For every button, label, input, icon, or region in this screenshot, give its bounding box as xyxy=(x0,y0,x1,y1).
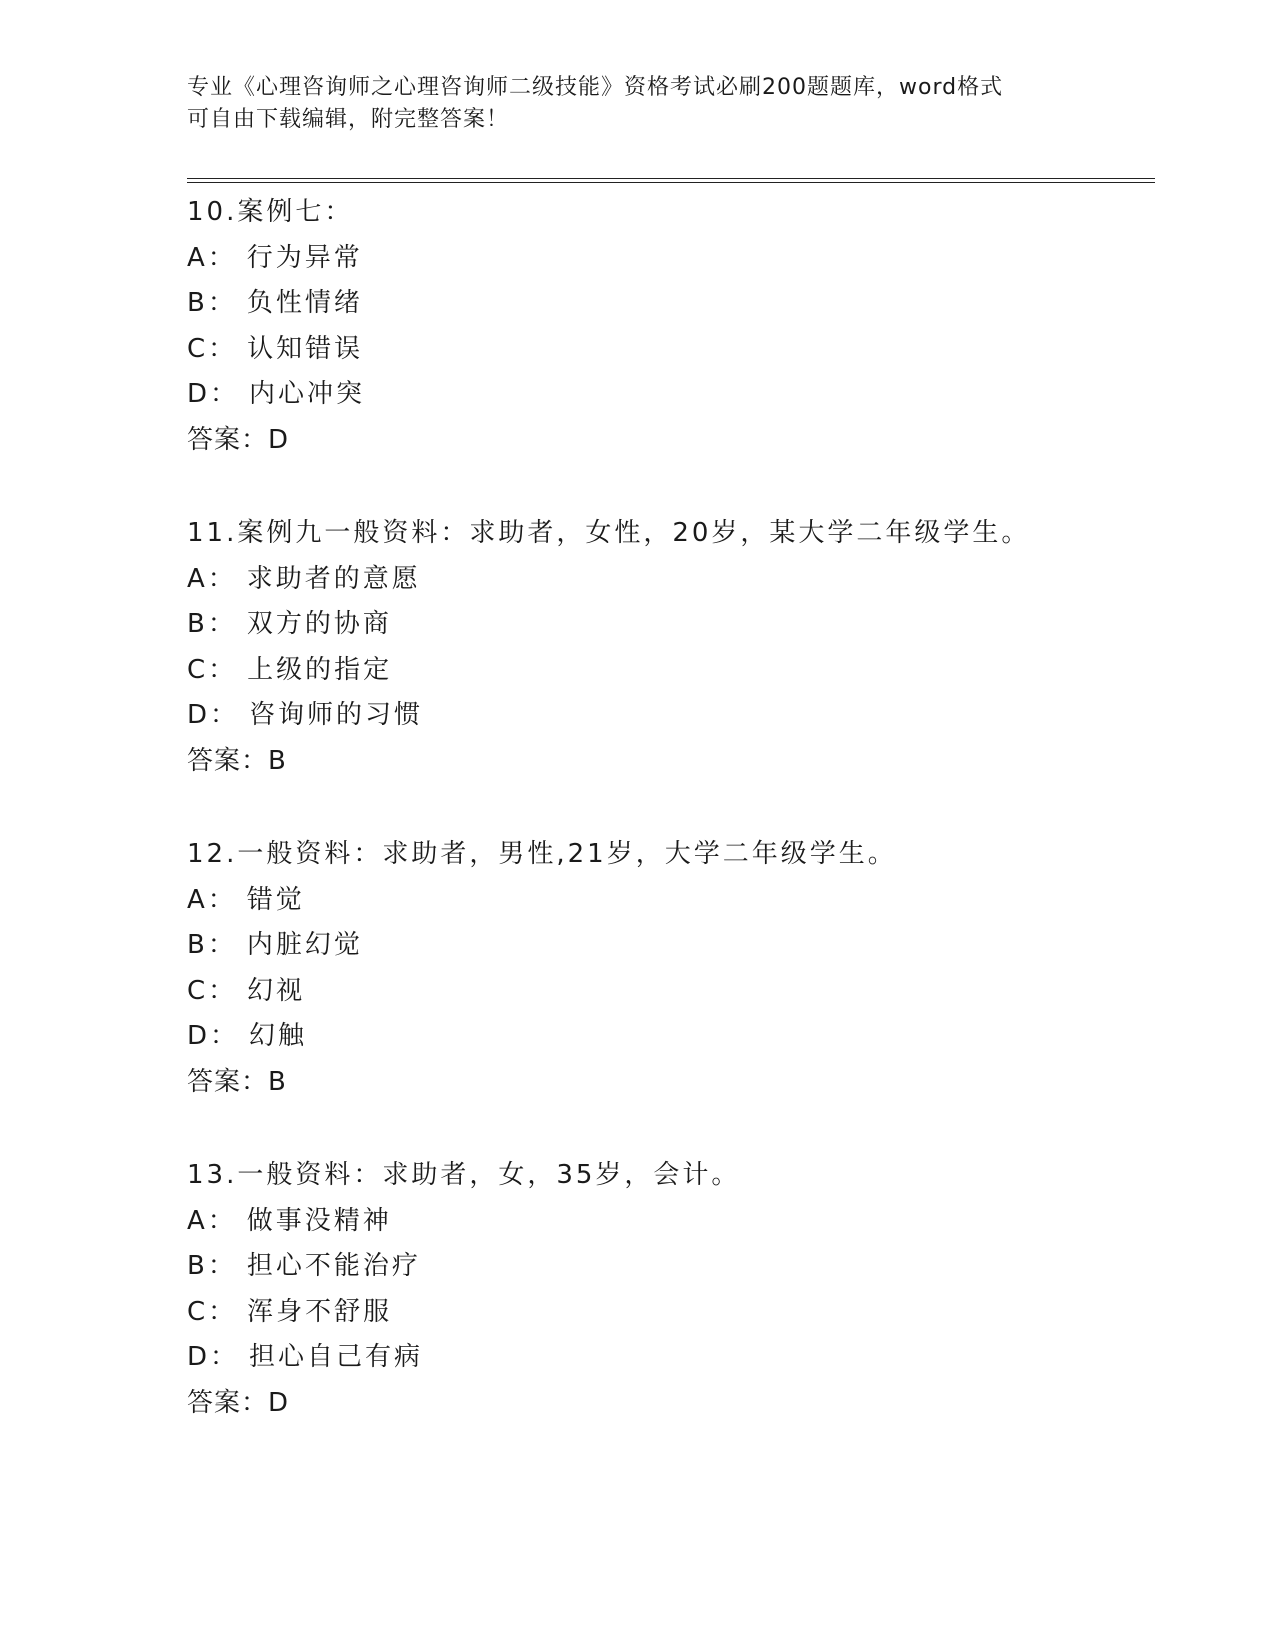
question-stem: 12.一般资料：求助者，男性,21岁，大学二年级学生。 xyxy=(187,839,897,869)
option-text: 咨询师的习惯 xyxy=(249,700,424,730)
option-text: 幻触 xyxy=(249,1021,308,1051)
option-key: A： xyxy=(187,242,237,273)
option-a xyxy=(187,1199,1155,1245)
option-b xyxy=(187,923,1155,969)
option-text: 认知错误 xyxy=(247,333,364,364)
option-text: 负性情绪 xyxy=(246,288,363,318)
option-key: A： xyxy=(187,884,237,915)
option-text: 幻视 xyxy=(247,975,306,1006)
header-line-1: 专业《心理咨询师之心理咨询师二级技能》资格考试必刷200题题库，word格式 xyxy=(187,75,1004,100)
header-line-2: 可自由下载编辑，附完整答案！ xyxy=(187,107,510,132)
option-text: 担心自己有病 xyxy=(249,1342,424,1372)
option-text: 求助者的意愿 xyxy=(246,563,421,594)
option-text: 行为异常 xyxy=(246,242,363,273)
option-key: A： xyxy=(187,563,237,594)
option-c xyxy=(187,327,1155,373)
answer-line: 答案：B xyxy=(187,1066,287,1097)
option-text: 内心冲突 xyxy=(249,379,366,409)
question-item xyxy=(187,190,1155,463)
option-key: B： xyxy=(187,288,237,318)
option-a xyxy=(187,878,1155,924)
question-stem: 13.一般资料：求助者，女，35岁，会计。 xyxy=(187,1160,741,1190)
option-c xyxy=(187,648,1155,694)
question-item xyxy=(187,1153,1155,1426)
option-key: B： xyxy=(187,930,237,960)
option-key: C： xyxy=(187,654,238,685)
option-b xyxy=(187,1244,1155,1290)
option-key: D： xyxy=(187,700,240,730)
option-key: B： xyxy=(187,609,237,639)
option-text: 双方的协商 xyxy=(246,609,392,639)
option-key: D： xyxy=(187,1021,240,1051)
option-key: B： xyxy=(187,1251,237,1281)
option-c xyxy=(187,1290,1155,1336)
option-a xyxy=(187,236,1155,282)
option-c xyxy=(187,969,1155,1015)
option-text: 错觉 xyxy=(246,884,305,915)
option-text: 担心不能治疗 xyxy=(246,1251,421,1281)
question-stem: 10.案例七： xyxy=(187,197,354,227)
answer-line: 答案：B xyxy=(187,745,287,776)
option-d xyxy=(187,1335,1155,1381)
option-key: A： xyxy=(187,1205,237,1236)
option-text: 上级的指定 xyxy=(247,654,393,685)
question-list xyxy=(187,190,1155,1474)
option-text: 做事没精神 xyxy=(246,1205,392,1236)
question-stem: 11.案例九一般资料：求助者，女性，20岁，某大学二年级学生。 xyxy=(187,518,1031,548)
option-b xyxy=(187,281,1155,327)
option-a xyxy=(187,557,1155,603)
question-item xyxy=(187,832,1155,1105)
answer-line: 答案：D xyxy=(187,1387,290,1418)
document-header xyxy=(187,72,1087,136)
header-divider xyxy=(187,178,1155,183)
option-d xyxy=(187,693,1155,739)
option-text: 浑身不舒服 xyxy=(247,1296,393,1327)
question-item xyxy=(187,511,1155,784)
answer-line: 答案：D xyxy=(187,424,290,455)
option-d xyxy=(187,372,1155,418)
option-key: D： xyxy=(187,379,240,409)
option-d xyxy=(187,1014,1155,1060)
option-b xyxy=(187,602,1155,648)
option-text: 内脏幻觉 xyxy=(246,930,363,960)
option-key: C： xyxy=(187,975,238,1006)
option-key: D： xyxy=(187,1342,240,1372)
option-key: C： xyxy=(187,1296,238,1327)
option-key: C： xyxy=(187,333,238,364)
